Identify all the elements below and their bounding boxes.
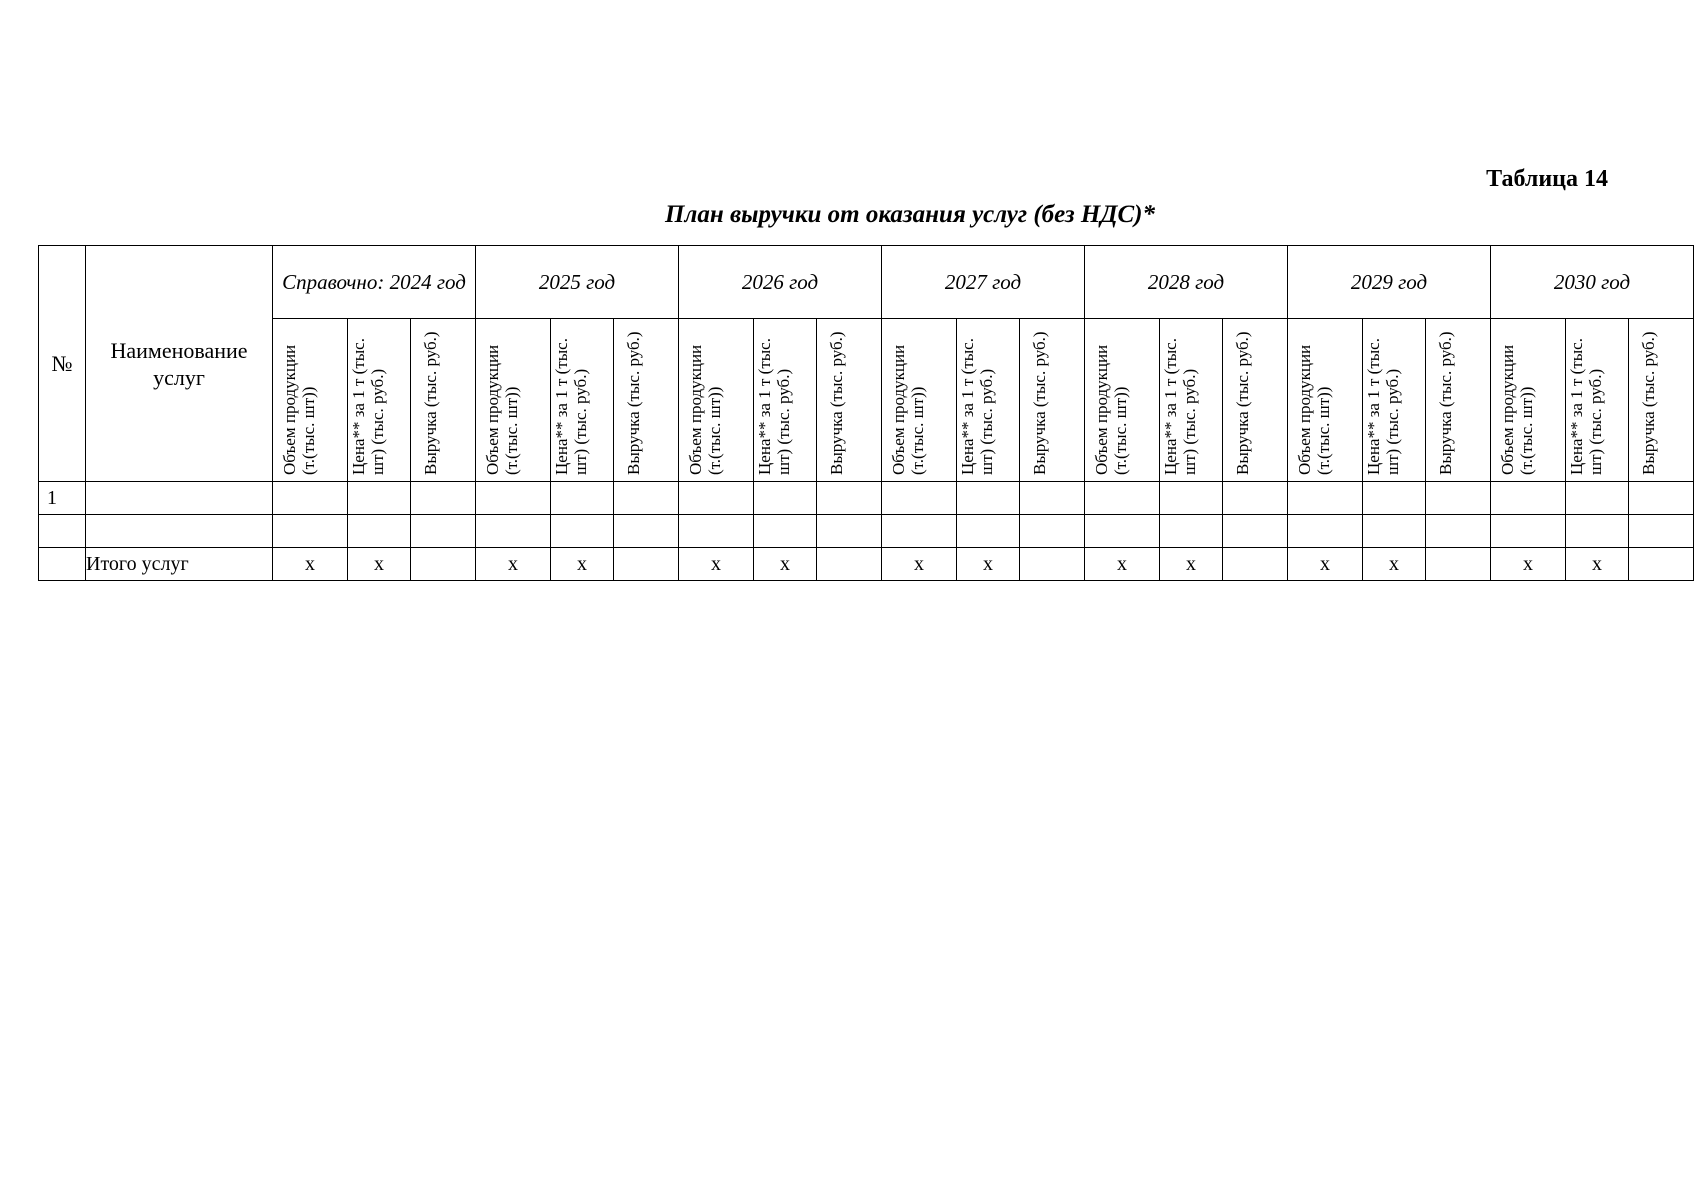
volume-header: Объем продукции (т.(тыс. шт)) [476, 319, 551, 482]
value-cell [754, 515, 817, 548]
value-cell [1426, 482, 1491, 515]
price-header: Цена** за 1 т (тыс. шт) (тыс. руб.) [1363, 319, 1426, 482]
document-title: План выручки от оказания услуг (без НДС)* [665, 201, 1155, 228]
revenue-header: Выручка (тыс. руб.) [411, 319, 476, 482]
table-number: Таблица 14 [1486, 166, 1608, 192]
row-number-cell [39, 548, 86, 581]
price-header: Цена** за 1 т (тыс. шт) (тыс. руб.) [1566, 319, 1629, 482]
value-cell [1629, 515, 1694, 548]
value-cell [817, 482, 882, 515]
row-number-cell [39, 515, 86, 548]
revenue-header: Выручка (тыс. руб.) [1426, 319, 1491, 482]
price-header: Цена** за 1 т (тыс. шт) (тыс. руб.) [348, 319, 411, 482]
value-cell [614, 482, 679, 515]
value-cell [273, 482, 348, 515]
value-cell [1491, 515, 1566, 548]
value-cell [1020, 482, 1085, 515]
value-cell [551, 515, 614, 548]
value-cell [614, 515, 679, 548]
revenue-header: Выручка (тыс. руб.) [614, 319, 679, 482]
value-cell: х [1363, 548, 1426, 581]
value-cell [1566, 515, 1629, 548]
value-cell: х [1491, 548, 1566, 581]
year-header-2028: 2028 год [1085, 246, 1288, 319]
value-cell [411, 515, 476, 548]
value-cell: х [957, 548, 1020, 581]
volume-header: Объем продукции (т.(тыс. шт)) [882, 319, 957, 482]
value-cell [1491, 482, 1566, 515]
value-cell [754, 482, 817, 515]
value-cell [882, 482, 957, 515]
value-cell [1363, 482, 1426, 515]
value-cell [476, 482, 551, 515]
table-row [39, 482, 1694, 515]
value-cell: х [348, 548, 411, 581]
value-cell: х [679, 548, 754, 581]
volume-header: Объем продукции (т.(тыс. шт)) [1288, 319, 1363, 482]
value-cell [1288, 482, 1363, 515]
value-cell [476, 515, 551, 548]
price-header: Цена** за 1 т (тыс. шт) (тыс. руб.) [1160, 319, 1223, 482]
value-cell: х [1085, 548, 1160, 581]
revenue-header: Выручка (тыс. руб.) [1629, 319, 1694, 482]
value-cell [1160, 515, 1223, 548]
value-cell: х [476, 548, 551, 581]
year-header-2026: 2026 год [679, 246, 882, 319]
value-cell [1566, 482, 1629, 515]
revenue-plan-table [38, 245, 1694, 581]
value-cell [1223, 482, 1288, 515]
value-cell [817, 548, 882, 581]
value-cell [1288, 515, 1363, 548]
value-cell: х [882, 548, 957, 581]
value-cell: х [1566, 548, 1629, 581]
price-header: Цена** за 1 т (тыс. шт) (тыс. руб.) [551, 319, 614, 482]
value-cell: х [551, 548, 614, 581]
year-header-2027: 2027 год [882, 246, 1085, 319]
value-cell [1426, 515, 1491, 548]
value-cell [1629, 548, 1694, 581]
value-cell [551, 482, 614, 515]
value-cell [1085, 482, 1160, 515]
value-cell [273, 515, 348, 548]
value-cell: х [1160, 548, 1223, 581]
volume-header: Объем продукции (т.(тыс. шт)) [1491, 319, 1566, 482]
value-cell [957, 515, 1020, 548]
value-cell [1020, 515, 1085, 548]
year-header-2030: 2030 год [1491, 246, 1694, 319]
service-name-cell: Итого услуг [86, 548, 273, 581]
subcolumn-header-row [39, 319, 1694, 482]
value-cell [817, 515, 882, 548]
value-cell [1160, 482, 1223, 515]
service-name-column-header: Наименование услуг [86, 246, 273, 482]
value-cell [1085, 515, 1160, 548]
value-cell [1020, 548, 1085, 581]
value-cell [1629, 482, 1694, 515]
row-number-cell: 1 [39, 482, 86, 515]
value-cell [614, 548, 679, 581]
volume-header: Объем продукции (т.(тыс. шт)) [1085, 319, 1160, 482]
service-name-cell [86, 482, 273, 515]
value-cell [1363, 515, 1426, 548]
volume-header: Объем продукции (т.(тыс. шт)) [679, 319, 754, 482]
value-cell [1223, 515, 1288, 548]
value-cell [348, 482, 411, 515]
number-column-header: № [39, 246, 86, 482]
value-cell [882, 515, 957, 548]
value-cell [411, 548, 476, 581]
value-cell [679, 482, 754, 515]
value-cell [957, 482, 1020, 515]
table-row [39, 515, 1694, 548]
revenue-header: Выручка (тыс. руб.) [817, 319, 882, 482]
revenue-header: Выручка (тыс. руб.) [1223, 319, 1288, 482]
year-header-2029: 2029 год [1288, 246, 1491, 319]
value-cell: х [273, 548, 348, 581]
price-header: Цена** за 1 т (тыс. шт) (тыс. руб.) [754, 319, 817, 482]
price-header: Цена** за 1 т (тыс. шт) (тыс. руб.) [957, 319, 1020, 482]
year-header-row [39, 246, 1694, 319]
value-cell [1223, 548, 1288, 581]
year-header-2025: 2025 год [476, 246, 679, 319]
revenue-header: Выручка (тыс. руб.) [1020, 319, 1085, 482]
value-cell: х [754, 548, 817, 581]
year-header-2024: Справочно: 2024 год [273, 246, 476, 319]
table-row [39, 548, 1694, 581]
value-cell [1426, 548, 1491, 581]
value-cell [679, 515, 754, 548]
table-body [39, 482, 1694, 581]
value-cell [411, 482, 476, 515]
service-name-cell [86, 515, 273, 548]
volume-header: Объем продукции (т.(тыс. шт)) [273, 319, 348, 482]
value-cell [348, 515, 411, 548]
value-cell: х [1288, 548, 1363, 581]
